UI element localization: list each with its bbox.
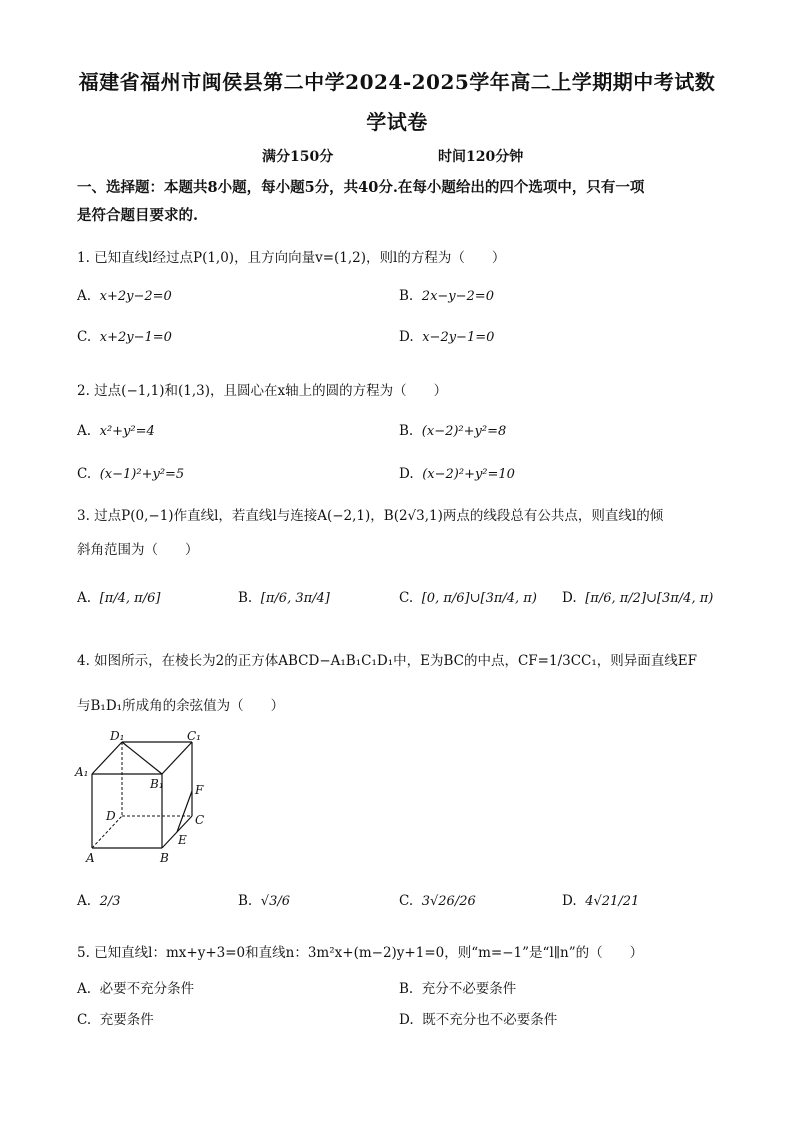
q2-option-b: B. (x−2)²+y²=8 [399,423,507,439]
q2-option-a: A. x²+y²=4 [77,423,155,439]
q1-option-b: B. 2x−y−2=0 [399,288,494,304]
q3-option-c: C. [0, π/6]∪[3π/4, π) [399,590,537,606]
section-heading-line1: 一、选择题：本题共8小题，每小题5分，共40分.在每小题给出的四个选项中，只有一项 [77,179,645,196]
question-1-stem: 1. 已知直线l经过点P(1,0)，且方向向量v=(1,2)，则l的方程为（ ） [77,250,506,266]
q1-option-d: D. x−2y−1=0 [399,329,495,345]
full-score: 满分150分 [262,149,334,165]
vertex-c-label: C [195,813,205,827]
q1-option-c: C. x+2y−1=0 [77,329,172,345]
cube-figure [70,726,220,866]
q2-option-d: D. (x−2)²+y²=10 [399,466,515,482]
q5-option-a: A. 必要不充分条件 [77,981,195,997]
q3-option-a: A. [π/4, π/6] [77,590,161,606]
question-3-stem-line2: 斜角范围为（ ） [77,542,199,558]
q4-option-d: D. 4√21/21 [562,893,640,909]
q3-option-b: B. [π/6, 3π/4] [238,590,330,606]
q1-option-a: A. x+2y−2=0 [77,288,172,304]
question-2-stem: 2. 过点(−1,1)和(1,3)，且圆心在x轴上的圆的方程为（ ） [77,383,448,399]
vertex-a1-label: A₁ [75,765,89,779]
q5-option-d: D. 既不充分也不必要条件 [399,1012,558,1028]
q4-option-a: A. 2/3 [77,893,121,909]
vertex-a-label: A [86,851,95,865]
point-e-label: E [178,833,187,847]
question-4-stem-line2: 与B₁D₁所成角的余弦值为（ ） [77,698,285,714]
question-4-stem-line1: 4. 如图所示，在棱长为2的正方体ABCD−A₁B₁C₁D₁中，E为BC的中点，CF=1/3CC₁，则异面直线EF [77,653,697,669]
q5-option-b: B. 充分不必要条件 [399,981,517,997]
vertex-b1-label: B₁ [150,777,164,791]
question-5-stem: 5. 已知直线l：mx+y+3=0和直线n：3m²x+(m−2)y+1=0，则“m=−1”是“l∥n”的（ ） [77,945,644,961]
exam-title-line2: 学试卷 [366,110,428,134]
q2-option-c: C. (x−1)²+y²=5 [77,466,185,482]
exam-title-line1: 福建省福州市闽侯县第二中学2024-2025学年高二上学期期中考试数 [78,70,716,94]
vertex-b-label: B [160,851,169,865]
q3-option-d: D. [π/6, π/2]∪[3π/4, π) [562,590,714,606]
question-3-stem-line1: 3. 过点P(0,−1)作直线l，若直线l与连接A(−2,1)，B(2√3,1)两点的线段总有公共点，则直线l的倾 [77,508,664,524]
time-limit: 时间120分钟 [438,149,524,165]
q4-option-c: C. 3√26/26 [399,893,476,909]
q5-option-c: C. 充要条件 [77,1012,154,1028]
q4-option-b: B. √3/6 [238,893,291,909]
vertex-c1-label: C₁ [187,729,201,743]
section-heading-line2: 是符合题目要求的. [77,207,199,224]
vertex-d-label: D [106,809,116,823]
vertex-d1-label: D₁ [110,729,125,743]
point-f-label: F [195,783,204,797]
